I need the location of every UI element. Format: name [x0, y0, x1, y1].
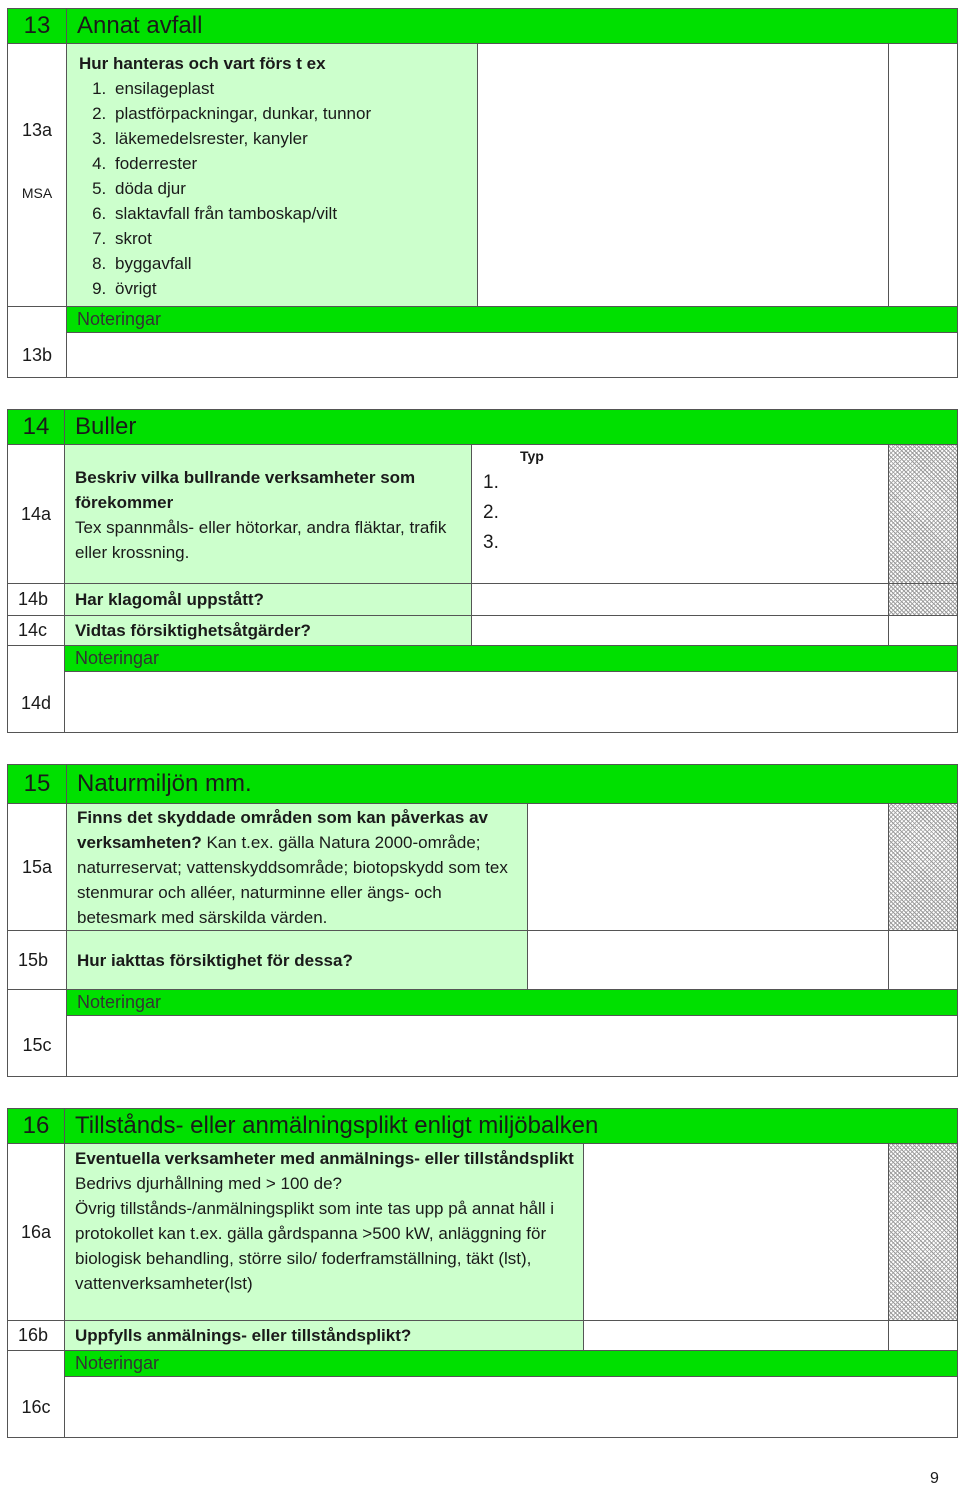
answer-field-13a[interactable]	[477, 43, 889, 307]
check-field-16b[interactable]	[888, 1320, 958, 1351]
section-title: Tillstånds- eller anmälningsplikt enligt miljöbalken	[64, 1108, 958, 1144]
question-text	[67, 805, 527, 930]
check-field-13a[interactable]	[888, 43, 958, 307]
typ-list	[483, 468, 499, 558]
typ-item: 2.	[483, 502, 499, 523]
waste-list	[67, 76, 477, 301]
list-item: 7. skrot	[111, 226, 469, 251]
label-14b: 14b	[7, 583, 65, 616]
help-text: Tex spannmåls- eller hötorkar, andra fläktar, trafik eller krossning.	[75, 518, 447, 562]
question-15b: Hur iakttas försiktighet för dessa?	[66, 930, 528, 990]
section-title: Naturmiljön mm.	[66, 764, 958, 804]
section-number: 15	[7, 764, 67, 804]
check-field-15b[interactable]	[888, 930, 958, 990]
label-14d: 14d	[20, 693, 52, 713]
row-label-15c	[7, 989, 67, 1077]
question-14a	[64, 444, 472, 584]
answer-field-14c[interactable]	[471, 615, 889, 646]
list-item: 9. övrigt	[111, 276, 469, 301]
row-label-16c	[7, 1350, 65, 1438]
hatched-cell	[888, 1143, 958, 1321]
question-14c: Vidtas försiktighetsåtgärder?	[64, 615, 472, 646]
answer-field-16b[interactable]	[583, 1320, 889, 1351]
row-label-14d	[7, 645, 65, 733]
label-15c: 15c	[22, 1035, 52, 1055]
list-item: 5. döda djur	[111, 176, 469, 201]
section-number: 13	[7, 8, 67, 44]
notes-header: Noteringar	[66, 989, 958, 1016]
typ-item: 1.	[483, 472, 499, 493]
help-text: Kan t.ex. gälla Natura 2000-område; naturreservat; vattenskyddsområde; biotopskydd som tex stenmurar och alléer, naturminne eller ängs- och betesmark med särskilda värden.	[77, 833, 508, 927]
label-15a: 15a	[7, 803, 67, 931]
list-item: 4. foderrester	[111, 151, 469, 176]
question-16a	[64, 1143, 584, 1321]
question-16b: Uppfylls anmälnings- eller tillståndsplikt?	[64, 1320, 584, 1351]
answer-field-15b[interactable]	[527, 930, 889, 990]
list-item: 3. läkemedelsrester, kanyler	[111, 126, 469, 151]
hatched-cell	[888, 444, 958, 584]
question-text: Eventuella verksamheter med anmälnings- eller tillståndsplikt	[75, 1149, 574, 1168]
question-15a	[66, 803, 528, 931]
label-msa: MSA	[21, 185, 53, 201]
check-field-14c[interactable]	[888, 615, 958, 646]
notes-field-16c[interactable]	[64, 1376, 958, 1438]
notes-header: Noteringar	[64, 645, 958, 672]
hatched-cell	[888, 583, 958, 616]
label-14a: 14a	[7, 444, 65, 584]
typ-label: Typ	[520, 448, 544, 464]
label-16c: 16c	[21, 1397, 51, 1417]
list-item: 1. ensilageplast	[111, 76, 469, 101]
answer-field-16a[interactable]	[583, 1143, 889, 1321]
notes-header: Noteringar	[66, 306, 958, 333]
page-number: 9	[930, 1470, 939, 1487]
label-15b: 15b	[7, 930, 67, 990]
label-13a: 13a	[21, 120, 53, 140]
label-16a: 16a	[7, 1143, 65, 1321]
hatched-cell	[888, 803, 958, 931]
row-label-13a	[7, 43, 67, 307]
help-text-2: Övrig tillstånds-/anmälningsplikt som inte tas upp på annat håll i protokollet kan t.ex. gälla gårdspanna >500 kW, anläggning för biologisk behandling, större silo/ foderframställning, täkt (lst), vattenverksamheter(lst)	[75, 1199, 555, 1293]
notes-header: Noteringar	[64, 1350, 958, 1377]
question-14b: Har klagomål uppstått?	[64, 583, 472, 616]
section-title: Buller	[64, 409, 958, 445]
list-item: 6. slaktavfall från tamboskap/vilt	[111, 201, 469, 226]
notes-field-13b[interactable]	[66, 332, 958, 378]
list-item: 8. byggavfall	[111, 251, 469, 276]
question-13a	[66, 43, 478, 307]
section-number: 16	[7, 1108, 65, 1144]
question-text: Beskriv vilka bullrande verksamheter som förekommer	[75, 468, 416, 512]
section-number: 14	[7, 409, 65, 445]
label-16b: 16b	[7, 1320, 65, 1351]
row-label-13b	[7, 306, 67, 378]
section-title: Annat avfall	[66, 8, 958, 44]
question-text: Hur hanteras och vart förs t ex	[79, 54, 326, 73]
answer-field-14b[interactable]	[471, 583, 889, 616]
notes-field-14d[interactable]	[64, 671, 958, 733]
help-text-1: Bedrivs djurhållning med > 100 de?	[75, 1174, 342, 1193]
label-14c: 14c	[7, 615, 65, 646]
notes-field-15c[interactable]	[66, 1015, 958, 1077]
question-bold: Finns det skyddade områden som kan påverkas av verksamheten?	[77, 808, 488, 852]
label-13b: 13b	[21, 345, 53, 365]
answer-field-14a[interactable]	[471, 444, 889, 584]
answer-field-15a[interactable]	[527, 803, 889, 931]
typ-item: 3.	[483, 532, 499, 553]
list-item: 2. plastförpackningar, dunkar, tunnor	[111, 101, 469, 126]
